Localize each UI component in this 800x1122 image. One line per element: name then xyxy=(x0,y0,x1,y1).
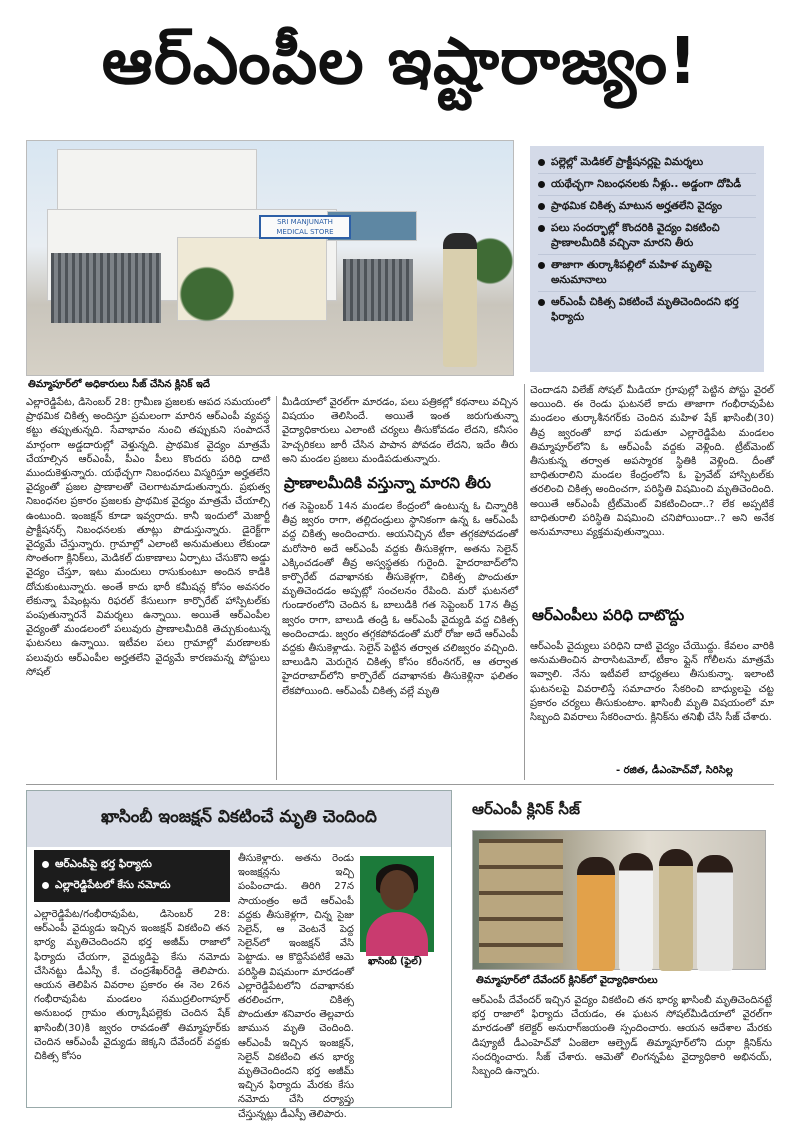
highlights-sidebar xyxy=(530,146,764,372)
box-text-a: ఎల్లారెడ్డిపేట/గంభీరావుపేట, డిసెంబర్ 28: ఆర్ఎంపీ వైద్యుడు ఇచ్చిన ఇంజక్షన్ వికటించి తన భార్య మృతిచెందిందని భర్త అజీమ్ రాజాలో ఫిర్యాదు చేయగా, వైద్యుడిపై కేసు నమోదు చేసినట్టు డీఎస్పీ కే. చంద్రశేఖర్‌రెడ్డి తెలిపారు. ఆయన తెలిపిన వివరాల ప్రకారం ఈ నెల 26న గంభీరావుపేట మండలం సముద్రలింగాపూర్ అనుబంధ గ్రామం తుర్కాషీపల్లెకు చెందిన షేక్ ఖాసింబీ(30)కి జ్వరం రావడంతో తిమ్మాపూర్‌కు చెందిన ఆర్ఎంపీ వైద్యుడు జెక్కని దేవేందర్ వద్దకు చికిత్స కోసం xyxy=(34,909,230,1063)
highlight-item: పలు సందర్భాల్లో కొందరికి వైద్యం వికటించి ప్రాణాలమీదికి వచ్చినా మారని తీరు xyxy=(538,218,756,255)
tag-item: ఆర్ఎంపీపై భర్త ఫిర్యాదు xyxy=(42,854,222,875)
bullet-icon xyxy=(42,882,49,889)
police-officer-figure xyxy=(443,233,477,367)
clinic-photo-caption: తిమ్మాపూర్‌లో దేవేందర్ క్లినిక్‌లో వైద్యాధికారులు xyxy=(476,975,658,986)
subhead-lives-at-risk: ప్రాణాలమీదికి వస్తున్నా మారని తీరు xyxy=(284,474,491,492)
clinic-seized-title: ఆర్ఎంపీ క్లినిక్ సీజ్ xyxy=(472,800,580,818)
victim-portrait xyxy=(360,856,434,952)
bullet-icon xyxy=(538,262,545,269)
article-column-2b: గత సెప్టెంబర్ 14న మండల కేంద్రంలో ఉంటున్న ఓ చిన్నారికి తీవ్ర జ్వరం రాగా, తల్లిదండ్రులు స్థానికంగా ఉన్న ఓ ఆర్ఎంపీ వద్ద చికిత్స అందించారు. ఆయనిచ్చిన టీకా తగ్గకపోవడంతో మరోసారి అదే ఆర్ఎంపీ వద్దకు తీసుకెళ్లగా, అతను సెలైన్ ఎక్కించడంతో తీవ్ర అస్వస్థతకు గురైంది. హైదరాబాద్‌లోని కార్పొరేట్ దవాఖానకు తీసుకెళ్లగా, చికిత్స పొందుతూ మృతిచెందడం అప్పట్లో సంచలనం రేపింది. మరో ఘటనలో గుండారంలోని చెందిన ఓ బాలుడికి గత సెప్టెంబర్ 17న తీవ్ర జ్వరం రాగా, బాలుడి తండ్రి ఓ ఆర్ఎంపీ వైద్యుడి వద్ద చికిత్స అందించాడు. జ్వరం తగ్గకపోవడంతో మరో రోజు అదే ఆర్ఎంపీ వద్దకు తీసుకెళ్లాడు. సెలైన్ పెట్టిన తర్వాత చలిజ్వరం వచ్చింది. బాలుడిని మెరుగైన చికిత్స కోసం కరీంనగర్, ఆ తర్వాత హైదరాబాద్‌లోని కార్పొరేట్ దవాఖానకు తీసుకెళ్లినా ఫలితం లేకపోయింది. ఆర్ఎంపీ చికిత్స వల్లే మృతి xyxy=(282,501,518,697)
clinic-seized-text: ఆర్ఎంపీ దేవేందర్ ఇచ్చిన వైద్యం వికటించి తన భార్య ఖాసింబీ మృతిచెందినట్టే భర్త రాజాలో ఫిర్యాదు చేయడం, ఈ ఘటన సోషల్‌మీడియాలో వైరల్‌గా మారడంతో కలెక్టర్ అనురాగ్‌జయంతి స్పందించారు. ఆయన ఆదేశాల మేరకు డిప్యూటీ డీఎంహెచ్‌వో ఏంజెలా ఆల్ఫ్రెడ్ తిమ్మాపూర్‌లోని దుర్గా క్లినిక్‌ను సందర్శించారు. సీజ్ చేశారు. ఆమెతో లింగన్నపేట వైద్యాధికారి అభినయ్, సిబ్బంది ఉన్నారు. xyxy=(472,995,772,1078)
article-column-3b: ఆర్ఎంపీ వైద్యులు పరిధిని దాటి వైద్యం చేయొద్దు. కేవలం వారికి అనుమతించిన పారాసిటమోల్, టీకాం ఫ్లైన్ గోలీలను మాత్రమే ఇవ్వాలి. నేను ఇటీవలే బాధ్యతలు తీసుకున్నా. ఇలాంటి ఘటనలపై వివరాలిస్తే సమాచారం సేకరించి బాధ్యులపై చట్ట ప్రకారం చర్యలు తీసుకుంటాం. ఖాసింబీ మృతి విషయంలో మా సిబ్బంది వివరాలు సేకరించారు. క్లినిక్‌ను తనిఖీ చేసి సీజ్ చేశారు. xyxy=(530,641,774,724)
bullet-icon xyxy=(538,299,545,306)
highlight-item: ఆర్ఎంపీ చికిత్స వికటించే మృతిచెందిందని భర్త ఫిర్యాదు xyxy=(538,292,756,328)
highlight-item: పల్లెల్లో మెడికల్ ప్రాక్టీషనర్లపై విమర్శలు xyxy=(538,152,756,174)
portrait-caption: ఖాసింబీ (ఫైల్) xyxy=(368,956,423,967)
box-title: ఖాసింబీ ఇంజక్షన్ వికటించే మృతి చెందింది xyxy=(27,791,451,847)
bullet-icon xyxy=(42,861,49,868)
highlight-item: ప్రాథమిక చికిత్స మాటున అర్హతలేని వైద్యం xyxy=(538,196,756,218)
tag-item: ఎల్లారెడ్డిపేటలో కేసు నమోదు xyxy=(42,875,222,896)
clinic-sign: SRI MANJUNATH MEDICAL STORE xyxy=(259,215,351,239)
article-column-3a: చెందాడని విలేజ్ సోషల్ మీడియా గ్రూపుల్లో పెట్టిన పోస్టు వైరల్ అయింది. ఈ రెండు ఘటనలే కాదు తాజాగా గంభీరావుపేట మండలం తుర్కాశీనగర్‌కు చెందిన మహిళ షేక్ ఖాసింబీ(30) తీవ్ర జ్వరంతో బాధ పడుతూ ఎల్లారెడ్డిపేట మండలం తిమ్మాపూర్‌లోని ఓ ఆర్ఎంపీ వద్దకు వెళ్లింది. ట్రీట్‌మెంట్ తీసుకున్న తర్వాత అపస్మారక స్థితికి వెళ్లింది. దీంతో బాధితురాలిని మండల కేంద్రంలోని ఓ ప్రైవేట్ హాస్పిటల్‌కు తరలించి చికిత్స అందించగా, పరిస్థితి విషమించి మృతిచెందింది. అయితే ఆర్ఎంపీ ట్రీట్‌మెంట్ వికటించిందా..? లేక అప్పటికే బాధితురాలి పరిస్థితి విషమించి చనిపోయిందా..? అని అనేక అనుమానాలు వ్యక్తమవుతున్నాయి. xyxy=(530,385,774,539)
main-photo-caption: తిమ్మాపూర్‌లో అధికారులు సీజ్ చేసిన క్లినిక్ ఇదే xyxy=(28,379,210,390)
bullet-icon xyxy=(538,203,545,210)
bullet-icon xyxy=(538,181,545,188)
subhead-rmp-limits: ఆర్ఎంపీలు పరిధి దాటొద్దు xyxy=(532,606,685,624)
highlight-item: తాజాగా తుర్కాశీపల్లిలో మహిళ మృతిపై అనుమానాలు xyxy=(538,255,756,292)
headline: ఆర్ఎంపీల ఇష్టారాజ్యం! xyxy=(101,24,699,99)
article-column-1: ఎల్లారెడ్డిపేట, డిసెంబర్ 28: గ్రామీణ ప్రజలకు ఆపద సమయంలో ప్రాథమిక చికిత్స అందిస్తూ ప్రమలంగా మారిన ఆర్ఎంపీ వ్యవస్థ కట్టు తప్పుతున్నది. సేవాభావం నుంచి తప్పుకుని సంపాదనే మార్గంగా అడ్డదారుల్లో వెళ్తున్నది. ప్రాథమిక వైద్యం మాత్రమే చేయాల్సిన ఆర్ఎంపీ, పీఎం పీలు కొందరు పరిధి దాటి ముందుకెళ్తున్నారు. యథేచ్ఛగా నిబంధనలు విస్మరిస్తూ అర్హతలేని వైద్యంతో ప్రజల ప్రాణాలతో చెలగాటమాడుతున్నారు. ప్రభుత్వ నిబంధనల ప్రకారం ప్రజలకు ప్రాథమిక వైద్యం మాత్రమే చేయాల్సి ఉంటుంది. ఇంజక్షన్ కూడా ఇవ్వరాదు. కానీ ఇందులో మెజార్టీ ప్రాక్టీషనర్స్ నిబంధనలకు తూట్లు పొడుస్తున్నారు. డైరెక్ట్‌గా వైద్యమే చేస్తున్నారు. గ్రామాల్లో ఎలాంటి అనుమతులు లేకుండా సొంతంగా క్లినిక్‌లు, మెడికల్ దుకాణాలు ఏర్పాటు చేసుకొని అడ్డు వైద్యం చేస్తూ, ఇటు మందులు రాసుకుంటూ అందిన కాడికి దోచుకుంటున్నారు. అంతే కాదు భారీ కమీషన్ల కోసం అవసరం లేకున్నా పేషెంట్లను రిఫరల్ కేసులుగా కార్పొరేట్ హాస్పిటల్‌కు పంపుతున్నారనే విమర్శలు ఉన్నాయి. అయితే ఆర్ఎంపీల వైద్యంతో మండలంలో పలువురు ప్రాణాలమీదికి తెచ్చుకుంటున్న ఘటనలు ఉన్నాయి. ఇటీవల పలు గ్రామాల్లో మరణాలకు పలువురు ఆర్ఎంపీల అర్హతలేని వైద్యమే కారణమన్న పోస్టులు సోషల్ xyxy=(26,397,270,678)
bullet-icon xyxy=(538,159,545,166)
clinic-photo xyxy=(26,140,514,376)
clinic-inspection-photo xyxy=(472,830,766,970)
box-text-b: తీసుకెళ్లారు. అతను రెండు ఇంజక్షన్లను ఇచ్చి పంపించాడు. తిరిగి 27న సాయంత్రం అదే ఆర్ఎంపీ వద్దకు తీసుకెళ్లగా, చిన్న సైజు సెలైన్, ఆ వెంటనే పెద్ద సెలైన్‌లో ఇంజక్షన్ వేసి పెట్టాడు. ఆ కొద్దిసేపటికే ఆమె పరిస్థితి విషమంగా మారడంతో ఎల్లారెడ్డిపేటలోని దవాఖానకు తరలించగా, చికిత్స పొందుతూ శనివారం తెల్లవారు జామున మృతి చెందింది. ఆర్ఎంపీ ఇచ్చిన ఇంజక్షన్, సెలైన్ వికటించి తన భార్య మృతిచెందిందని భర్త అజీమ్ ఇచ్చిన ఫిర్యాదు మేరకు కేసు నమోదు చేసి దర్యాప్తు చేస్తున్నట్లు డీఎస్పీ తెలిపారు. xyxy=(238,853,354,1120)
bullet-icon xyxy=(538,225,545,232)
tag-box xyxy=(34,850,230,902)
byline: - రజిత, డీఎంహెచ్‌వో, సిరిసిల్ల xyxy=(616,765,733,776)
article-column-2a: మీడియాలో వైరల్‌గా మారడం, పలు పత్రికల్లో కథనాలు వచ్చిన విషయం తెలిసిందే. అయితే ఇంత జరుగుతున్నా వైద్యాధికారులు ఎలాంటి చర్యలు తీసుకోవడం లేదని, కనీసం హెచ్చరికలు జారీ చేసిన పాపాన పోవడం లేదని, ఇదేం తీరు అని మండల ప్రజలు మండిపడుతున్నారు. xyxy=(282,397,518,465)
highlight-item: యథేచ్ఛగా నిబంధనలకు నీళ్లు.. అడ్డంగా దోపిడీ xyxy=(538,174,756,196)
